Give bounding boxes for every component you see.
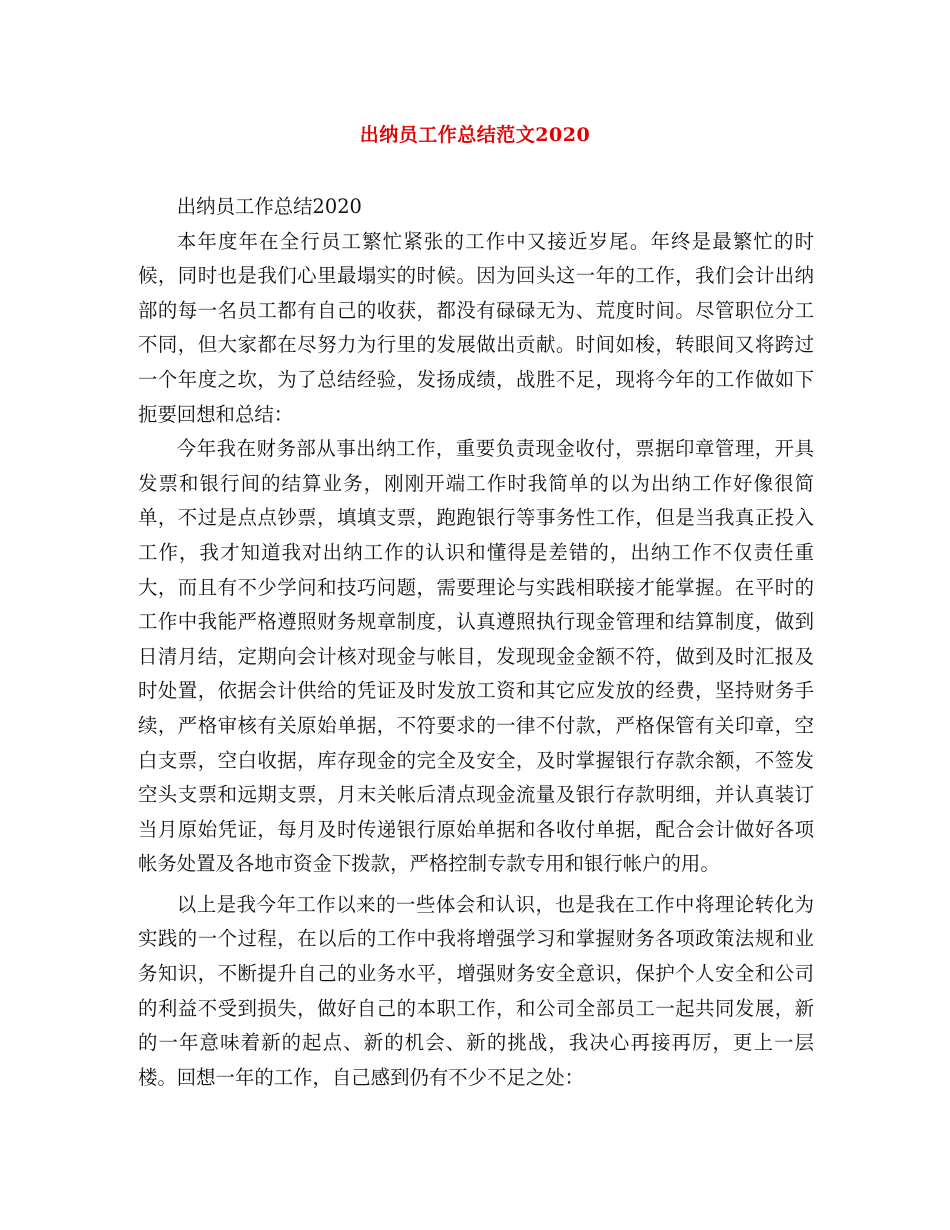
document-body [138, 190, 814, 1095]
paragraph-intro: 本年度年在全行员工繁忙紧张的工作中又接近岁尾。年终是最繁忙的时候，同时也是我们心里最塌实的时候。因为回头这一年的工作，我们会计出纳部的每一名员工都有自己的收获，都没有碌碌无为、荒度时间。尽管职位分工不同，但大家都在尽努力为行里的发展做出贡献。时间如梭，转眼间又将跨过一个年度之坎，为了总结经验，发扬成绩，战胜不足，现将今年的工作做如下扼要回想和总结： [138, 229, 814, 426]
paragraph-work-duties: 今年我在财务部从事出纳工作，重要负责现金收付，票据印章管理，开具发票和银行间的结算业务，刚刚开端工作时我简单的以为出纳工作好像很简单，不过是点点钞票，填填支票，跑跑银行等事务性工作，但是当我真正投入工作，我才知道我对出纳工作的认识和懂得是差错的，出纳工作不仅责任重大，而且有不少学问和技巧问题，需要理论与实践相联接才能掌握。在平时的工作中我能严格遵照财务规章制度，认真遵照执行现金管理和结算制度，做到日清月结，定期向会计核对现金与帐目，发现现金金额不符，做到及时汇报及时处置，依据会计供给的凭证及时发放工资和其它应发放的经费，坚持财务手续，严格审核有关原始单据，不符要求的一律不付款，严格保管有关印章，空白支票，空白收据，库存现金的完全及安全，及时掌握银行存款余额，不签发空头支票和远期支票，月末关帐后清点现金流量及银行存款明细，并认真装订当月原始凭证，每月及时传递银行原始单据和各收付单据，配合会计做好各项帐务处置及各地市资金下拨款，严格控制专款专用和银行帐户的用。 [138, 437, 814, 876]
document-title: 出纳员工作总结范文2020 [359, 124, 591, 146]
document-subtitle: 出纳员工作总结2020 [176, 195, 362, 218]
paragraph-reflection: 以上是我今年工作以来的一些体会和认识，也是我在工作中将理论转化为实践的一个过程，在以后的工作中我将增强学习和掌握财务各项政策法规和业务知识，不断提升自己的业务水平，增强财务安全意识，保护个人安全和公司的利益不受到损失，做好自己的本职工作，和公司全部员工一起共同发展，新的一年意味着新的起点、新的机会、新的挑战，我决心再接再厉，更上一层楼。回想一年的工作，自己感到仍有不少不足之处： [138, 892, 814, 1089]
